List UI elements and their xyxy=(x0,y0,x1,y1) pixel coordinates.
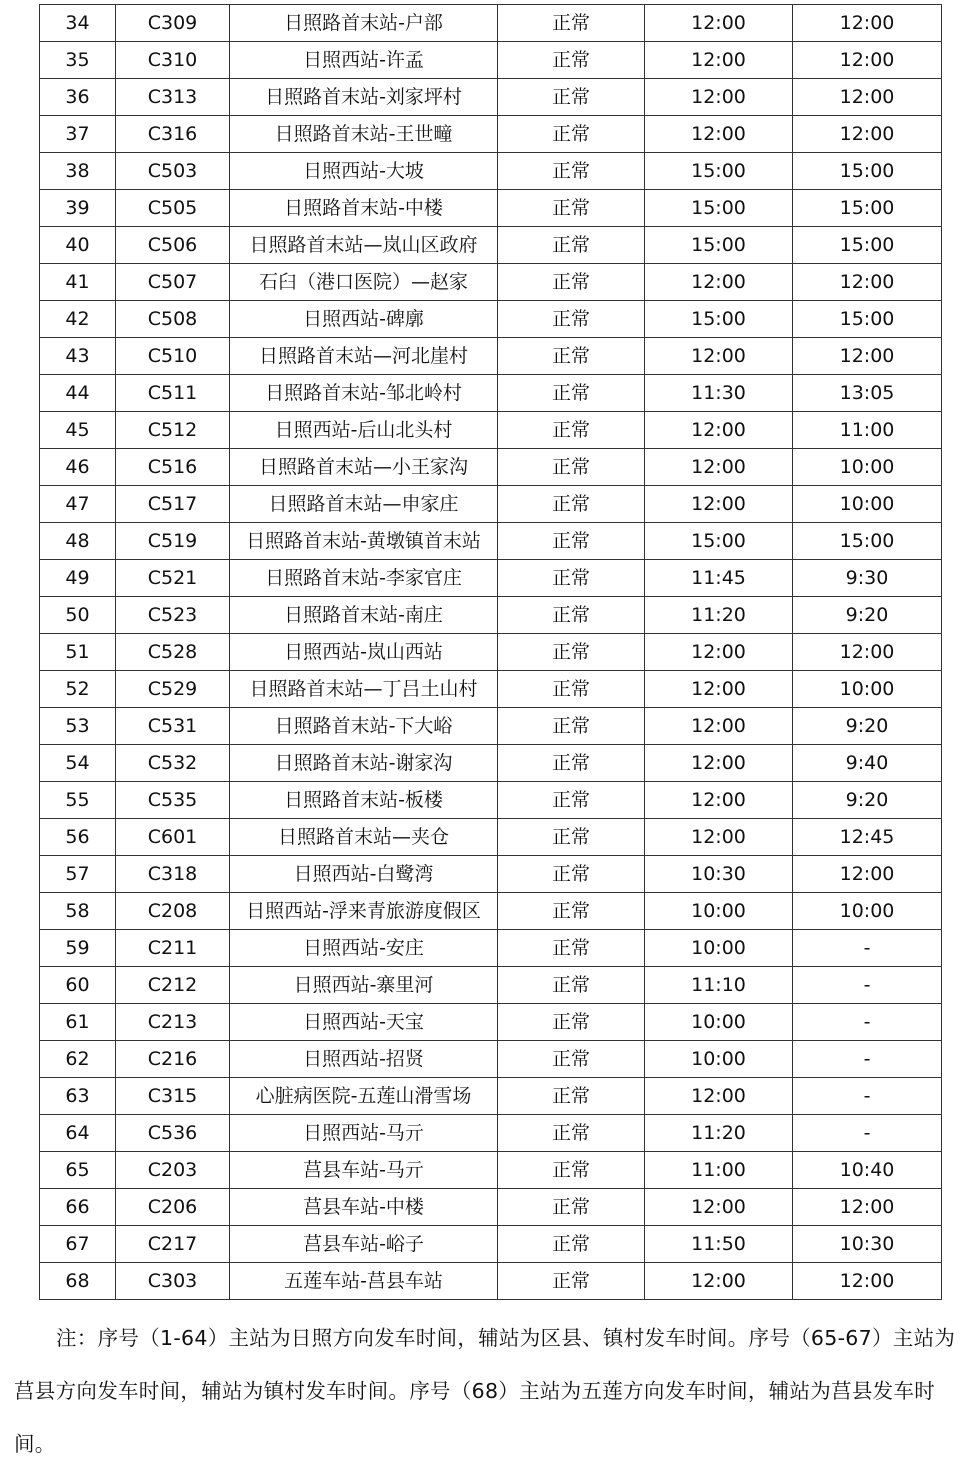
table-row xyxy=(40,893,942,930)
main-station-time-cell: 12:00 xyxy=(645,819,793,856)
status-cell: 正常 xyxy=(498,227,645,264)
table-row xyxy=(40,1263,942,1300)
main-station-time-cell: 11:45 xyxy=(645,560,793,597)
route-cell: 日照西站-许孟 xyxy=(230,42,498,79)
row-number-cell: 41 xyxy=(40,264,116,301)
aux-station-time-cell: 12:00 xyxy=(793,634,942,671)
aux-station-time-cell: 10:00 xyxy=(793,893,942,930)
row-number-cell: 54 xyxy=(40,745,116,782)
aux-station-time-cell: 12:00 xyxy=(793,338,942,375)
line-code-cell: C529 xyxy=(116,671,230,708)
route-cell: 莒县车站-马亓 xyxy=(230,1152,498,1189)
route-cell: 日照路首末站-板楼 xyxy=(230,782,498,819)
route-cell: 日照路首末站-刘家坪村 xyxy=(230,79,498,116)
status-cell: 正常 xyxy=(498,449,645,486)
status-cell: 正常 xyxy=(498,116,645,153)
main-station-time-cell: 12:00 xyxy=(645,264,793,301)
aux-station-time-cell: 11:00 xyxy=(793,412,942,449)
table-row xyxy=(40,5,942,42)
route-cell: 日照路首末站-邹北岭村 xyxy=(230,375,498,412)
status-cell: 正常 xyxy=(498,1115,645,1152)
main-station-time-cell: 12:00 xyxy=(645,412,793,449)
aux-station-time-cell: 10:00 xyxy=(793,671,942,708)
main-station-time-cell: 12:00 xyxy=(645,634,793,671)
table-row xyxy=(40,227,942,264)
table-row xyxy=(40,967,942,1004)
status-cell: 正常 xyxy=(498,1041,645,1078)
status-cell: 正常 xyxy=(498,782,645,819)
aux-station-time-cell: 12:00 xyxy=(793,79,942,116)
status-cell: 正常 xyxy=(498,42,645,79)
status-cell: 正常 xyxy=(498,708,645,745)
line-code-cell: C506 xyxy=(116,227,230,264)
aux-station-time-cell: 12:00 xyxy=(793,42,942,79)
table-row xyxy=(40,597,942,634)
route-cell: 莒县车站-中楼 xyxy=(230,1189,498,1226)
status-cell: 正常 xyxy=(498,745,645,782)
line-code-cell: C217 xyxy=(116,1226,230,1263)
table-row xyxy=(40,79,942,116)
aux-station-time-cell: 12:00 xyxy=(793,5,942,42)
line-code-cell: C511 xyxy=(116,375,230,412)
row-number-cell: 66 xyxy=(40,1189,116,1226)
aux-station-time-cell: 15:00 xyxy=(793,190,942,227)
line-code-cell: C315 xyxy=(116,1078,230,1115)
route-cell: 日照西站-碑廓 xyxy=(230,301,498,338)
route-cell: 日照路首末站-王世疃 xyxy=(230,116,498,153)
row-number-cell: 43 xyxy=(40,338,116,375)
main-station-time-cell: 11:10 xyxy=(645,967,793,1004)
table-row xyxy=(40,190,942,227)
row-number-cell: 56 xyxy=(40,819,116,856)
line-code-cell: C517 xyxy=(116,486,230,523)
table-row xyxy=(40,1115,942,1152)
aux-station-time-cell: - xyxy=(793,1115,942,1152)
aux-station-time-cell: 9:20 xyxy=(793,782,942,819)
status-cell: 正常 xyxy=(498,1004,645,1041)
line-code-cell: C519 xyxy=(116,523,230,560)
route-cell: 石臼（港口医院）—赵家 xyxy=(230,264,498,301)
status-cell: 正常 xyxy=(498,301,645,338)
route-cell: 日照路首末站-下大峪 xyxy=(230,708,498,745)
route-cell: 日照西站-寨里河 xyxy=(230,967,498,1004)
line-code-cell: C516 xyxy=(116,449,230,486)
row-number-cell: 68 xyxy=(40,1263,116,1300)
row-number-cell: 64 xyxy=(40,1115,116,1152)
aux-station-time-cell: 9:40 xyxy=(793,745,942,782)
line-code-cell: C316 xyxy=(116,116,230,153)
status-cell: 正常 xyxy=(498,856,645,893)
table-row xyxy=(40,449,942,486)
route-cell: 日照路首末站—丁吕土山村 xyxy=(230,671,498,708)
footnote-text: 注：序号（1-64）主站为日照方向发车时间，辅站为区县、镇村发车时间。序号（65-67）主站为莒县方向发车时间，辅站为镇村发车时间。序号（68）主站为五莲方向发车时间，辅站为莒县发车时间。 xyxy=(14,1326,956,1456)
main-station-time-cell: 11:30 xyxy=(645,375,793,412)
aux-station-time-cell: 13:05 xyxy=(793,375,942,412)
aux-station-time-cell: 15:00 xyxy=(793,523,942,560)
aux-station-time-cell: 9:30 xyxy=(793,560,942,597)
aux-station-time-cell: 15:00 xyxy=(793,153,942,190)
row-number-cell: 34 xyxy=(40,5,116,42)
row-number-cell: 59 xyxy=(40,930,116,967)
status-cell: 正常 xyxy=(498,967,645,1004)
main-station-time-cell: 12:00 xyxy=(645,708,793,745)
route-cell: 日照西站-天宝 xyxy=(230,1004,498,1041)
row-number-cell: 62 xyxy=(40,1041,116,1078)
status-cell: 正常 xyxy=(498,5,645,42)
table-row xyxy=(40,412,942,449)
main-station-time-cell: 12:00 xyxy=(645,1263,793,1300)
route-cell: 日照路首末站—夹仓 xyxy=(230,819,498,856)
aux-station-time-cell: 10:00 xyxy=(793,486,942,523)
table-row xyxy=(40,560,942,597)
aux-station-time-cell: 12:45 xyxy=(793,819,942,856)
table-row xyxy=(40,1041,942,1078)
table-row xyxy=(40,930,942,967)
row-number-cell: 51 xyxy=(40,634,116,671)
status-cell: 正常 xyxy=(498,1263,645,1300)
status-cell: 正常 xyxy=(498,597,645,634)
status-cell: 正常 xyxy=(498,1152,645,1189)
main-station-time-cell: 15:00 xyxy=(645,227,793,264)
main-station-time-cell: 12:00 xyxy=(645,42,793,79)
table-row xyxy=(40,1226,942,1263)
main-station-time-cell: 12:00 xyxy=(645,782,793,819)
route-cell: 心脏病医院-五莲山滑雪场 xyxy=(230,1078,498,1115)
table-row xyxy=(40,856,942,893)
main-station-time-cell: 12:00 xyxy=(645,1078,793,1115)
route-cell: 日照路首末站-户部 xyxy=(230,5,498,42)
line-code-cell: C503 xyxy=(116,153,230,190)
aux-station-time-cell: 9:20 xyxy=(793,708,942,745)
main-station-time-cell: 11:00 xyxy=(645,1152,793,1189)
row-number-cell: 39 xyxy=(40,190,116,227)
aux-station-time-cell: 15:00 xyxy=(793,301,942,338)
row-number-cell: 53 xyxy=(40,708,116,745)
row-number-cell: 52 xyxy=(40,671,116,708)
line-code-cell: C535 xyxy=(116,782,230,819)
route-cell: 日照路首末站—申家庄 xyxy=(230,486,498,523)
line-code-cell: C521 xyxy=(116,560,230,597)
line-code-cell: C528 xyxy=(116,634,230,671)
line-code-cell: C216 xyxy=(116,1041,230,1078)
row-number-cell: 60 xyxy=(40,967,116,1004)
main-station-time-cell: 10:00 xyxy=(645,1041,793,1078)
table-row xyxy=(40,301,942,338)
aux-station-time-cell: - xyxy=(793,930,942,967)
row-number-cell: 58 xyxy=(40,893,116,930)
table-row xyxy=(40,1152,942,1189)
status-cell: 正常 xyxy=(498,190,645,227)
line-code-cell: C508 xyxy=(116,301,230,338)
route-cell: 日照西站-马亓 xyxy=(230,1115,498,1152)
table-row xyxy=(40,708,942,745)
line-code-cell: C523 xyxy=(116,597,230,634)
aux-station-time-cell: 12:00 xyxy=(793,856,942,893)
table-row xyxy=(40,634,942,671)
route-cell: 日照西站-浮来青旅游度假区 xyxy=(230,893,498,930)
row-number-cell: 57 xyxy=(40,856,116,893)
line-code-cell: C313 xyxy=(116,79,230,116)
status-cell: 正常 xyxy=(498,486,645,523)
table-row xyxy=(40,1189,942,1226)
status-cell: 正常 xyxy=(498,634,645,671)
route-cell: 日照西站-招贤 xyxy=(230,1041,498,1078)
route-cell: 五莲车站-莒县车站 xyxy=(230,1263,498,1300)
aux-station-time-cell: - xyxy=(793,1078,942,1115)
line-code-cell: C536 xyxy=(116,1115,230,1152)
aux-station-time-cell: 10:00 xyxy=(793,449,942,486)
line-code-cell: C532 xyxy=(116,745,230,782)
status-cell: 正常 xyxy=(498,1078,645,1115)
route-cell: 日照路首末站—小王家沟 xyxy=(230,449,498,486)
row-number-cell: 45 xyxy=(40,412,116,449)
row-number-cell: 37 xyxy=(40,116,116,153)
table-row xyxy=(40,782,942,819)
aux-station-time-cell: 12:00 xyxy=(793,116,942,153)
line-code-cell: C212 xyxy=(116,967,230,1004)
route-cell: 日照路首末站—岚山区政府 xyxy=(230,227,498,264)
route-cell: 日照路首末站—河北崖村 xyxy=(230,338,498,375)
line-code-cell: C309 xyxy=(116,5,230,42)
row-number-cell: 44 xyxy=(40,375,116,412)
footnote xyxy=(14,1312,968,1471)
status-cell: 正常 xyxy=(498,264,645,301)
main-station-time-cell: 12:00 xyxy=(645,486,793,523)
status-cell: 正常 xyxy=(498,671,645,708)
table-row xyxy=(40,375,942,412)
status-cell: 正常 xyxy=(498,819,645,856)
line-code-cell: C211 xyxy=(116,930,230,967)
status-cell: 正常 xyxy=(498,1189,645,1226)
table-row xyxy=(40,1078,942,1115)
table-row xyxy=(40,745,942,782)
route-cell: 日照路首末站-李家官庄 xyxy=(230,560,498,597)
aux-station-time-cell: 12:00 xyxy=(793,1189,942,1226)
table-row xyxy=(40,264,942,301)
main-station-time-cell: 15:00 xyxy=(645,190,793,227)
status-cell: 正常 xyxy=(498,375,645,412)
main-station-time-cell: 12:00 xyxy=(645,116,793,153)
row-number-cell: 40 xyxy=(40,227,116,264)
table-row xyxy=(40,486,942,523)
line-code-cell: C206 xyxy=(116,1189,230,1226)
main-station-time-cell: 10:30 xyxy=(645,856,793,893)
table-row xyxy=(40,338,942,375)
main-station-time-cell: 11:50 xyxy=(645,1226,793,1263)
main-station-time-cell: 12:00 xyxy=(645,5,793,42)
main-station-time-cell: 12:00 xyxy=(645,338,793,375)
table-row xyxy=(40,116,942,153)
row-number-cell: 49 xyxy=(40,560,116,597)
status-cell: 正常 xyxy=(498,523,645,560)
schedule-table-body xyxy=(40,5,942,1300)
main-station-time-cell: 11:20 xyxy=(645,1115,793,1152)
route-cell: 日照西站-白鹭湾 xyxy=(230,856,498,893)
route-cell: 日照路首末站-南庄 xyxy=(230,597,498,634)
main-station-time-cell: 12:00 xyxy=(645,1189,793,1226)
table-row xyxy=(40,1004,942,1041)
main-station-time-cell: 10:00 xyxy=(645,1004,793,1041)
main-station-time-cell: 12:00 xyxy=(645,745,793,782)
aux-station-time-cell: - xyxy=(793,967,942,1004)
row-number-cell: 55 xyxy=(40,782,116,819)
aux-station-time-cell: - xyxy=(793,1041,942,1078)
row-number-cell: 35 xyxy=(40,42,116,79)
status-cell: 正常 xyxy=(498,893,645,930)
row-number-cell: 63 xyxy=(40,1078,116,1115)
aux-station-time-cell: 15:00 xyxy=(793,227,942,264)
route-cell: 日照西站-岚山西站 xyxy=(230,634,498,671)
status-cell: 正常 xyxy=(498,560,645,597)
main-station-time-cell: 10:00 xyxy=(645,893,793,930)
aux-station-time-cell: 10:30 xyxy=(793,1226,942,1263)
line-code-cell: C213 xyxy=(116,1004,230,1041)
row-number-cell: 38 xyxy=(40,153,116,190)
route-cell: 日照路首末站-中楼 xyxy=(230,190,498,227)
row-number-cell: 42 xyxy=(40,301,116,338)
row-number-cell: 48 xyxy=(40,523,116,560)
line-code-cell: C507 xyxy=(116,264,230,301)
line-code-cell: C510 xyxy=(116,338,230,375)
main-station-time-cell: 12:00 xyxy=(645,671,793,708)
status-cell: 正常 xyxy=(498,412,645,449)
route-cell: 日照路首末站-谢家沟 xyxy=(230,745,498,782)
table-row xyxy=(40,523,942,560)
line-code-cell: C531 xyxy=(116,708,230,745)
line-code-cell: C203 xyxy=(116,1152,230,1189)
line-code-cell: C512 xyxy=(116,412,230,449)
row-number-cell: 47 xyxy=(40,486,116,523)
route-cell: 日照西站-安庄 xyxy=(230,930,498,967)
main-station-time-cell: 15:00 xyxy=(645,153,793,190)
status-cell: 正常 xyxy=(498,79,645,116)
main-station-time-cell: 11:20 xyxy=(645,597,793,634)
line-code-cell: C310 xyxy=(116,42,230,79)
row-number-cell: 50 xyxy=(40,597,116,634)
table-row xyxy=(40,819,942,856)
line-code-cell: C505 xyxy=(116,190,230,227)
aux-station-time-cell: 10:40 xyxy=(793,1152,942,1189)
row-number-cell: 61 xyxy=(40,1004,116,1041)
line-code-cell: C318 xyxy=(116,856,230,893)
main-station-time-cell: 15:00 xyxy=(645,523,793,560)
line-code-cell: C303 xyxy=(116,1263,230,1300)
route-cell: 日照路首末站-黄墩镇首末站 xyxy=(230,523,498,560)
main-station-time-cell: 10:00 xyxy=(645,930,793,967)
route-cell: 日照西站-后山北头村 xyxy=(230,412,498,449)
row-number-cell: 67 xyxy=(40,1226,116,1263)
status-cell: 正常 xyxy=(498,930,645,967)
route-cell: 日照西站-大坡 xyxy=(230,153,498,190)
route-cell: 莒县车站-峪子 xyxy=(230,1226,498,1263)
status-cell: 正常 xyxy=(498,338,645,375)
row-number-cell: 36 xyxy=(40,79,116,116)
row-number-cell: 46 xyxy=(40,449,116,486)
main-station-time-cell: 12:00 xyxy=(645,79,793,116)
bus-schedule-table xyxy=(39,4,942,1300)
main-station-time-cell: 12:00 xyxy=(645,449,793,486)
line-code-cell: C208 xyxy=(116,893,230,930)
table-row xyxy=(40,153,942,190)
table-row xyxy=(40,671,942,708)
aux-station-time-cell: 9:20 xyxy=(793,597,942,634)
aux-station-time-cell: 12:00 xyxy=(793,264,942,301)
aux-station-time-cell: - xyxy=(793,1004,942,1041)
aux-station-time-cell: 12:00 xyxy=(793,1263,942,1300)
row-number-cell: 65 xyxy=(40,1152,116,1189)
table-row xyxy=(40,42,942,79)
status-cell: 正常 xyxy=(498,153,645,190)
main-station-time-cell: 15:00 xyxy=(645,301,793,338)
line-code-cell: C601 xyxy=(116,819,230,856)
status-cell: 正常 xyxy=(498,1226,645,1263)
